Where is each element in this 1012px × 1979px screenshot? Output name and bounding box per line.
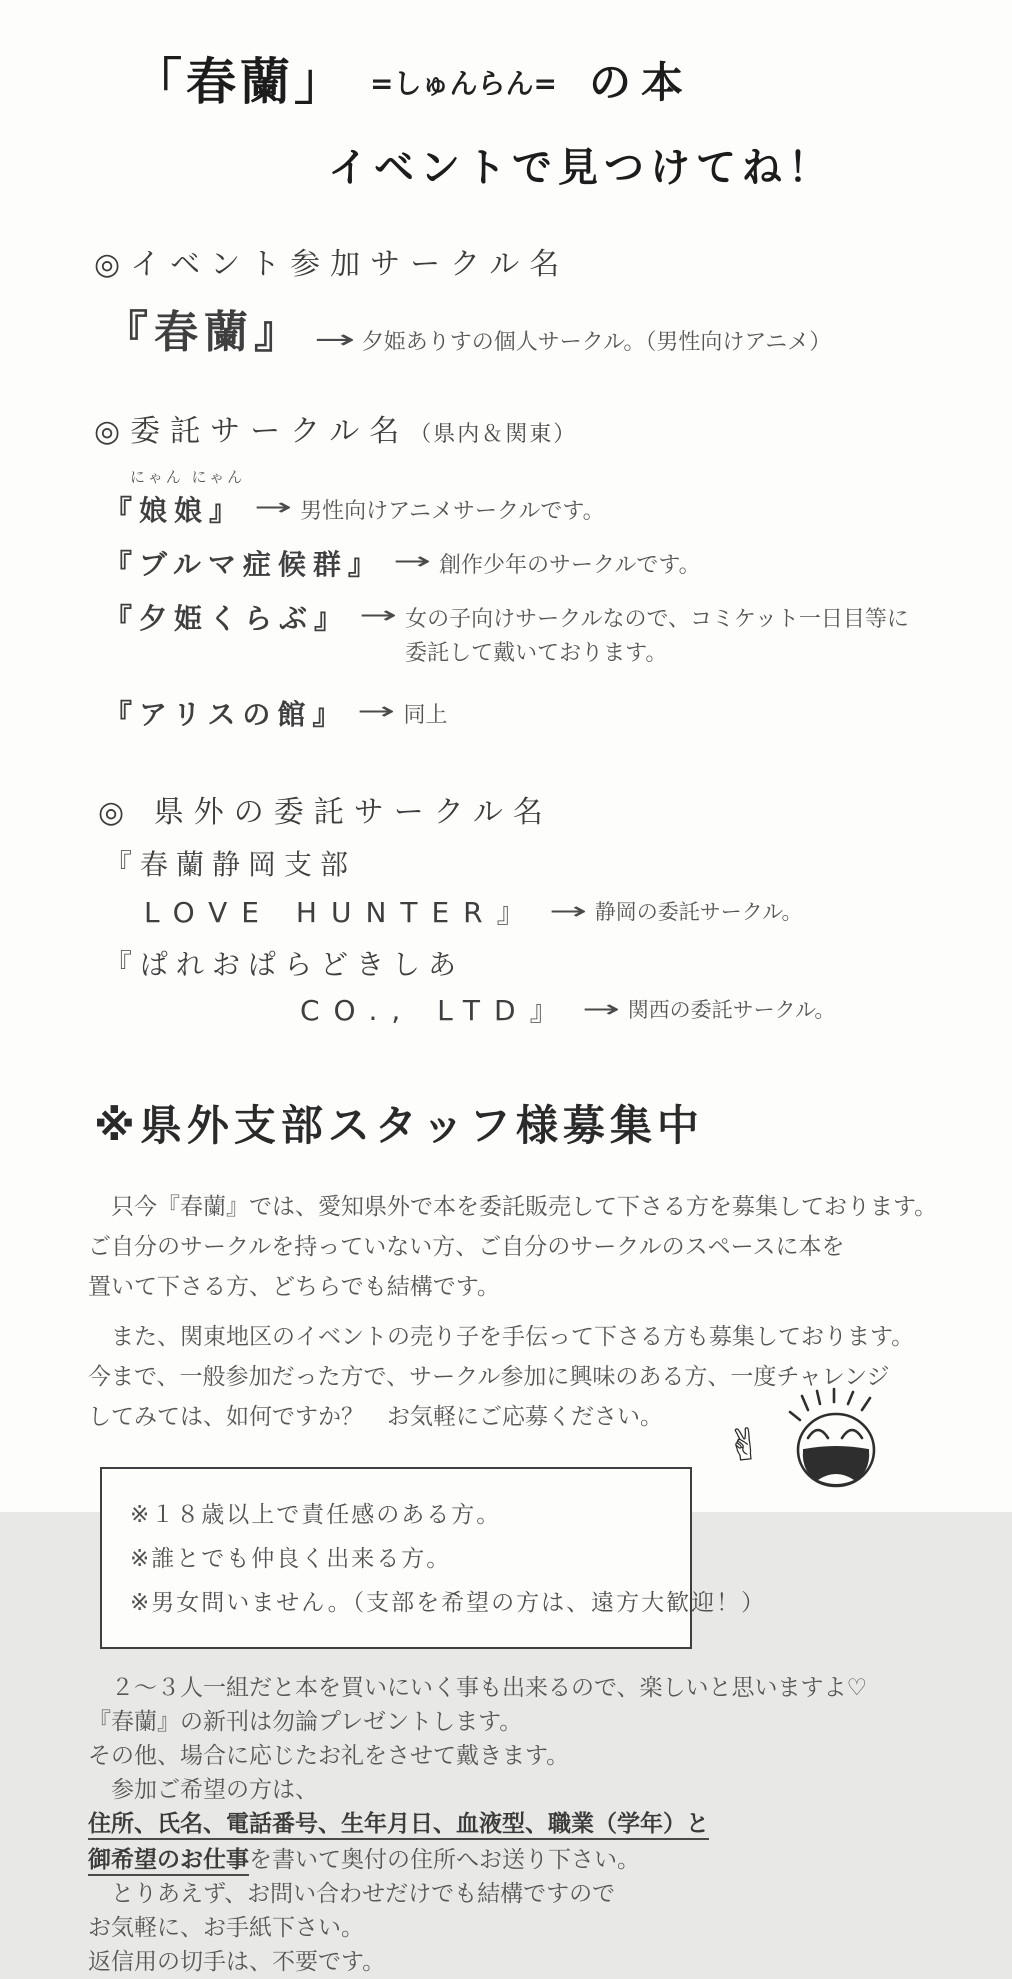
condition-line: ※１８歳以上で責任感のある方。 (130, 1502, 502, 1528)
required-info-list: 住所、氏名、電話番号、生年月日、血液型、職業（学年）と (88, 1811, 709, 1840)
arrow-icon: → (314, 325, 356, 355)
conditions-box (100, 1467, 767, 1649)
arrow-icon: → (548, 897, 587, 925)
condition-line: ※男女問いません。（支部を希望の方は、遠方大歓迎！） (130, 1590, 767, 1616)
circle-name-line-2: LOVE HUNTER』 (144, 896, 539, 929)
closing-line: 返信用の切手は、不要です。 (88, 1949, 386, 1975)
circle-entry (104, 597, 1012, 671)
closing-line: 『春蘭』の新刊は勿論プレゼントします。 (88, 1709, 523, 1735)
circle-name-line-2: CO., LTD』 (300, 994, 572, 1027)
recruit-heading: ※県外支部スタッフ様募集中 (94, 1101, 704, 1150)
arrow-icon: → (359, 601, 398, 629)
title-block (0, 0, 1012, 193)
circle-name: 『ブルマ症候群』 (104, 548, 383, 581)
title-circle-name: 「春蘭」 (132, 53, 348, 111)
circle-desc: 創作少年のサークルです。 (439, 553, 701, 578)
circle-entry (104, 543, 1012, 583)
closing-line-rest: を書いて奥付の住所へお送り下さい。 (249, 1847, 640, 1873)
circle-name: 『アリスの館』 (104, 698, 348, 731)
event-circle-entry (104, 307, 1012, 358)
paragraph-line: 只今『春蘭』では、愛知県外で本を委託販売して下さる方を募集しております。 (88, 1194, 938, 1220)
circle-entry (104, 693, 1012, 733)
circle-desc (405, 603, 909, 671)
peace-hand-icon: ✌ (723, 1418, 766, 1473)
paragraph-line: してみては、如何ですか？ お気軽にご応募ください。 (88, 1404, 663, 1430)
circle-name-line-1: 『ぱれおぱらどきしあ (104, 948, 465, 981)
consignment-section-heading (94, 406, 1012, 450)
circle-name-line-1: 『春蘭静岡支部 (104, 848, 357, 881)
desired-job-label: 御希望のお仕事 (88, 1847, 249, 1876)
event-section-heading: ◎イベント参加サークル名 (94, 247, 570, 282)
closing-line: とりあえず、お問い合わせだけでも結構ですので (88, 1881, 616, 1907)
closing-line: ２～３人一組だと本を買いにいく事も出来るので、楽しいと思いますよ♡ (88, 1675, 868, 1701)
circle-name: 『娘娘』 (104, 494, 245, 527)
closing-line-underlined (88, 1807, 1012, 1841)
circle-desc: 男性向けアニメサークルです。 (300, 499, 605, 524)
title-line-1 (132, 42, 1012, 114)
consignment-heading-note: （県内＆関東） (409, 422, 578, 447)
outside-circle-entry (104, 943, 1012, 1029)
closing-block (88, 1671, 1012, 1979)
outside-circle-entry (104, 843, 1012, 931)
paragraph-line: 今まで、一般参加だった方で、サークル参加に興味のある方、一度チャレンジ (88, 1364, 890, 1390)
closing-line: その他、場合に応じたお礼をさせて戴きます。 (88, 1743, 570, 1769)
circle-desc: 夕姫ありすの個人サークル。（男性向けアニメ） (361, 330, 832, 355)
title-reading: =しゅんらん= (370, 67, 557, 100)
circle-name-line-2-row (144, 891, 1012, 931)
circle-desc: 関西の委託サークル。 (627, 998, 836, 1022)
circle-name-line-2-row (300, 989, 1012, 1029)
closing-line (88, 1843, 1012, 1877)
outside-section-heading: ◎ 県外の委託サークル名 (98, 795, 553, 830)
paragraph-line: また、関東地区のイベントの売り子を手伝って下さる方も募集しております。 (88, 1324, 915, 1350)
arrow-icon: → (254, 493, 293, 521)
arrow-icon: → (357, 697, 396, 725)
circle-desc-line-2: 委託して戴いております。 (405, 641, 668, 666)
consignment-heading-text: ◎委託サークル名 (94, 414, 410, 449)
condition-line: ※誰とでも仲良く出来る方。 (130, 1546, 452, 1572)
circle-name: 『夕姫くらぶ』 (104, 602, 350, 635)
title-no-hon: の本 (588, 58, 693, 107)
circle-entry (104, 489, 1012, 529)
circle-name: 『春蘭』 (104, 307, 304, 358)
circle-desc-line-1: 女の子向けサークルなので、コミケット一日目等に (405, 607, 909, 632)
closing-line: 参加ご希望の方は、 (88, 1777, 318, 1803)
closing-line: お気軽に、お手紙下さい。 (88, 1915, 364, 1941)
arrow-icon: → (581, 995, 620, 1023)
arrow-icon: → (392, 547, 432, 575)
circle-desc: 静岡の委託サークル。 (594, 900, 803, 924)
paragraph-line: 置いて下さる方、どちらでも結構です。 (88, 1274, 500, 1300)
title-line-2: イベントで見つけてね！ (328, 145, 834, 191)
paragraph-line: ご自分のサークルを持っていない方、ご自分のサークルのスペースに本を (88, 1234, 845, 1260)
recruit-paragraph-1 (88, 1187, 1012, 1307)
laughing-face-icon (778, 1388, 898, 1502)
furigana-nyan-nyan: にゃん にゃん (130, 468, 246, 486)
circle-desc: 同上 (403, 703, 448, 728)
